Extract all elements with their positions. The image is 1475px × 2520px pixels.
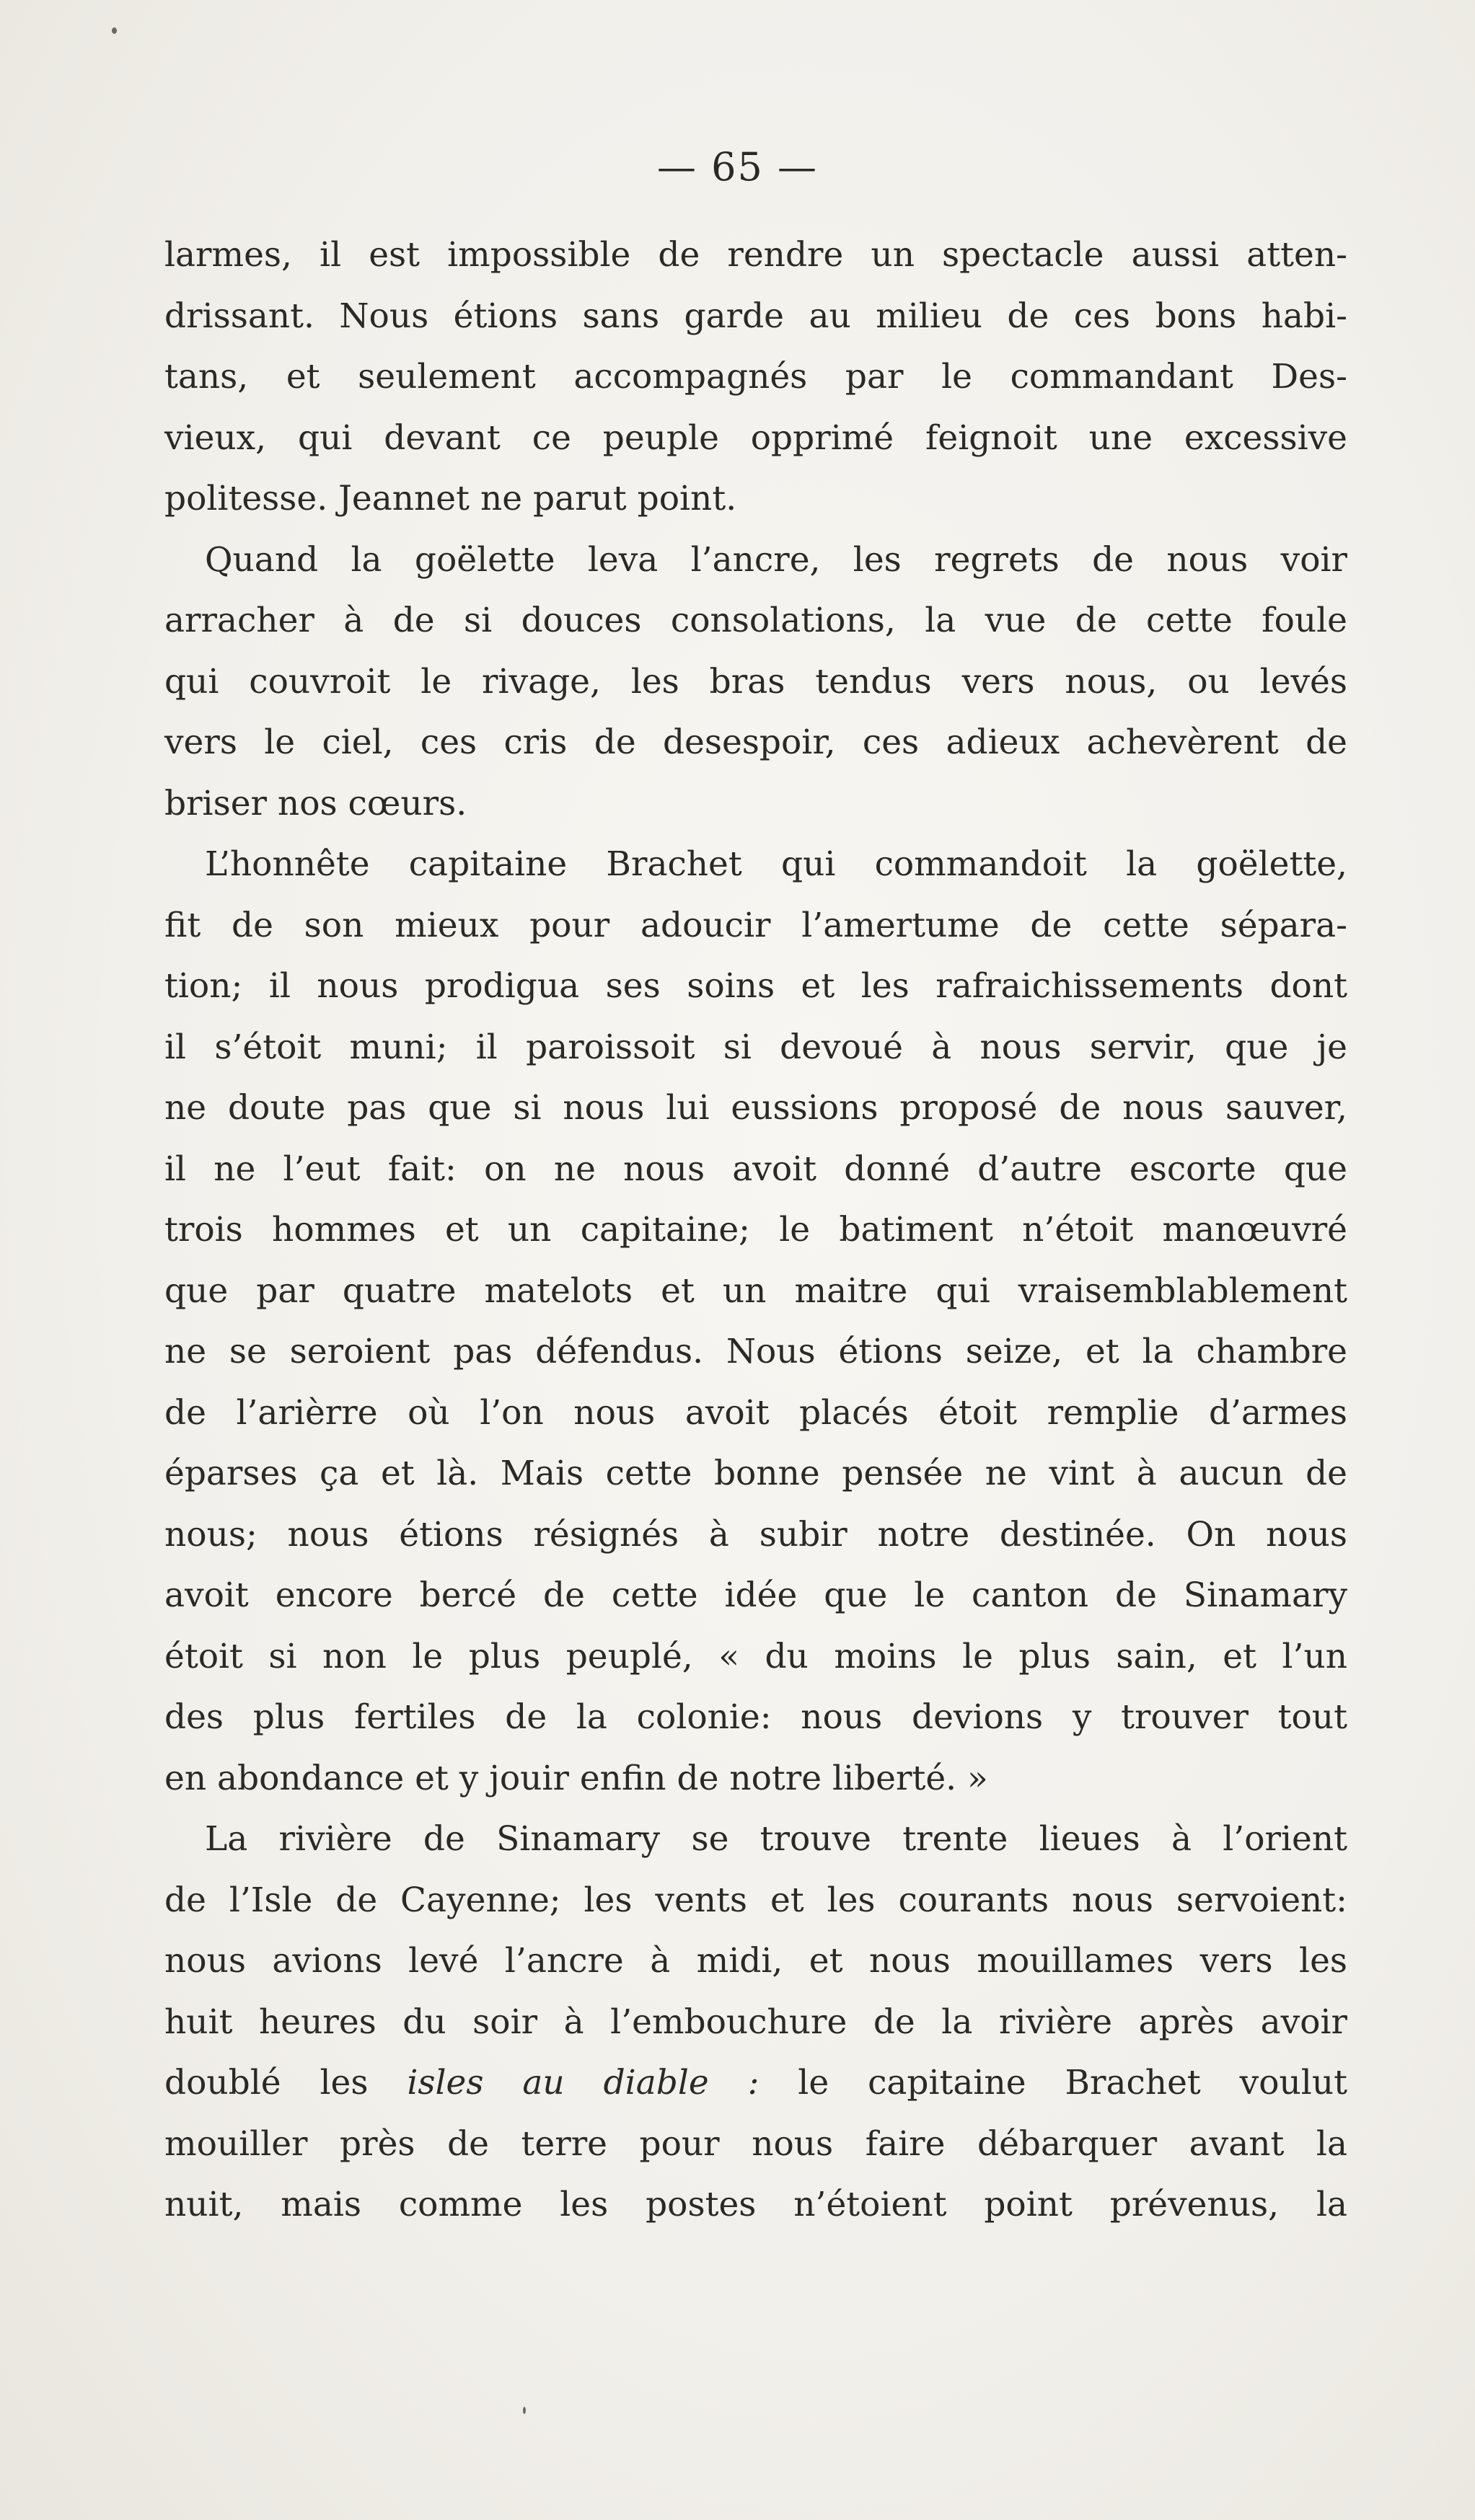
text-line: il ne l’eut fait: on ne nous avoit donné d’autre escorte que <box>164 1149 1347 1189</box>
text-line: ne se seroient pas défendus. Nous étions seize, et la chambre <box>164 1332 1347 1371</box>
text-line: L’honnête capitaine Brachet qui commandoit la goëlette, <box>205 844 1347 884</box>
text-line: arracher à de si douces consolations, la vue de cette foule <box>164 601 1347 640</box>
text-line: mouiller près de terre pour nous faire débarquer avant la <box>164 2123 1347 2164</box>
text-line: il s’étoit muni; il paroissoit si devoué à nous servir, que je <box>164 1027 1347 1067</box>
text-line: de l’Isle de Cayenne; les vents et les courants nous servoient: <box>164 1880 1347 1920</box>
text-line: politesse. Jeannet ne parut point. <box>164 479 737 518</box>
text-segment: doublé les <box>164 2063 408 2103</box>
text-line: nuit, mais comme les postes n’étoient point prévenus, la <box>164 2185 1347 2224</box>
text-line: Quand la goëlette leva l’ancre, les regrets de nous voir <box>205 539 1347 580</box>
ink-speck <box>112 27 117 34</box>
text-line: tion; il nous prodigua ses soins et les rafraichissements dont <box>164 966 1347 1006</box>
text-line: de l’arièrre où l’on nous avoit placés étoit remplie d’armes <box>164 1392 1347 1433</box>
text-line: larmes, il est impossible de rendre un spectacle aussi atten- <box>164 235 1347 275</box>
text-line: briser nos cœurs. <box>164 783 467 823</box>
text-line: huit heures du soir à l’embouchure de la rivière après avoir <box>164 2002 1347 2042</box>
text-line: ne doute pas que si nous lui eussions proposé de nous sauver, <box>164 1088 1347 1128</box>
text-line: La rivière de Sinamary se trouve trente lieues à l’orient <box>205 1819 1347 1859</box>
text-line: étoit si non le plus peuplé, « du moins le plus sain, et l’un <box>164 1636 1347 1676</box>
body-text <box>164 225 1347 2236</box>
ink-speck <box>523 2407 526 2414</box>
page-number: — 65 — <box>656 144 819 190</box>
text-line: que par quatre matelots et un maitre qui vraisemblablement <box>164 1270 1347 1311</box>
text-segment: le capitaine Brachet voulut <box>759 2063 1347 2103</box>
text-line: qui couvroit le rivage, les bras tendus vers nous, ou levés <box>164 661 1347 702</box>
text-line-with-italic <box>164 2053 1347 2114</box>
text-line: nous; nous étions résignés à subir notre destinée. On nous <box>164 1514 1347 1555</box>
text-line: des plus fertiles de la colonie: nous devions y trouver tout <box>164 1697 1347 1737</box>
text-line: drissant. Nous étions sans garde au milieu de ces bons habi- <box>164 296 1347 336</box>
text-line: avoit encore bercé de cette idée que le canton de Sinamary <box>164 1575 1347 1615</box>
text-line: en abondance et y jouir enfin de notre liberté. » <box>164 1758 988 1798</box>
italic-place-name: isles au diable : <box>407 2063 759 2103</box>
text-line: tans, et seulement accompagnés par le commandant Des- <box>164 357 1347 397</box>
text-line: trois hommes et un capitaine; le batiment n’étoit manœuvré <box>164 1210 1347 1250</box>
text-line: vers le ciel, ces cris de desespoir, ces adieux achevèrent de <box>164 722 1347 762</box>
text-line: fit de son mieux pour adoucir l’amertume de cette sépara- <box>164 905 1347 945</box>
text-line: nous avions levé l’ancre à midi, et nous mouillames vers les <box>164 1941 1347 1981</box>
text-line: éparses ça et là. Mais cette bonne pensée ne vint à aucun de <box>164 1454 1347 1493</box>
text-line: vieux, qui devant ce peuple opprimé feignoit une excessive <box>164 417 1347 458</box>
